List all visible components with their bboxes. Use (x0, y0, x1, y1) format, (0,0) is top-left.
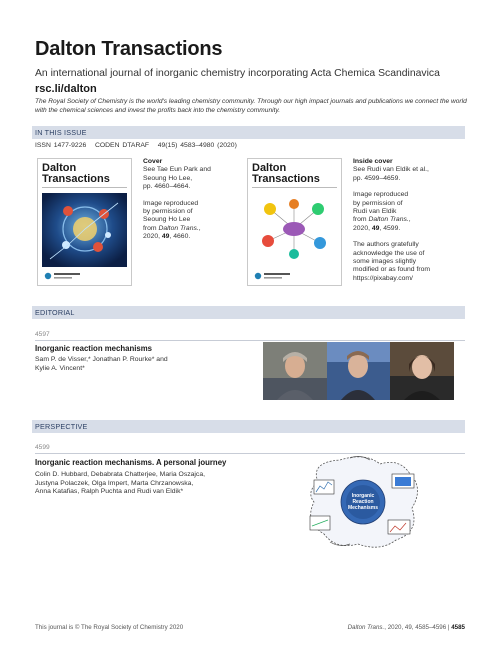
perspective-authors-line3: Anna Katafias, Ralph Puchta and Rudi van Eldik* (35, 488, 184, 496)
inside-cover-perm2: by permission of (353, 199, 403, 207)
cover-credit-line3: pp. 4660–4664. (143, 183, 191, 191)
cover-heading: Cover (143, 158, 163, 165)
cover-perm2: by permission of (143, 208, 193, 216)
inside-cover-ack5[interactable]: https://pixabay.com/ (353, 274, 413, 282)
inside-cover-caption (353, 158, 465, 283)
inside-cover-image[interactable] (247, 158, 342, 286)
inside-cover-credit-line1: See Rudi van Eldik et al., (353, 166, 429, 174)
inside-cover-perm4-pre: from (353, 216, 369, 224)
inside-cover-ack4: modified or as found from (353, 266, 431, 274)
coden: CODEN DTARAF (94, 142, 150, 149)
inside-cover-perm1: Image reproduced (353, 191, 409, 199)
footer-citation (348, 624, 465, 631)
footer-citation-rest: , 2020, 49, 4585–4596 (384, 624, 447, 631)
footer-journal: Dalton Trans. (347, 624, 385, 631)
editorial-authors-line2: Kylie A. Vincent* (35, 364, 85, 372)
inside-cover-perm5-pre: 2020, (353, 224, 372, 232)
cover-perm4-pre: from (143, 224, 159, 232)
journal-url[interactable]: rsc.li/dalton (35, 83, 97, 95)
front-cover-image[interactable] (37, 158, 132, 286)
cover-credit-line2: Seoung Ho Lee, (143, 174, 193, 182)
inside-cover-perm3: Rudi van Eldik (353, 208, 397, 216)
editorial-authors-line1: Sam P. de Visser,* Jonathan P. Rourke* and (35, 356, 168, 363)
inside-cover-perm4-journal: Dalton Trans. (368, 216, 409, 224)
editorial-page: 4597 (35, 331, 50, 338)
perspective-graphic-label (343, 493, 383, 511)
journal-title: Dalton Transactions (35, 38, 223, 60)
editorial-author-photos (263, 342, 454, 400)
editorial-rule (35, 340, 465, 341)
inside-cover-credit-line2: pp. 4599–4659. (353, 174, 401, 182)
inside-cover-ack1: The authors gratefully (353, 241, 419, 249)
perspective-authors-line2: Justyna Polaczek, Olga Impert, Marta Chrzanowska, (35, 479, 194, 487)
editorial-authors (35, 356, 255, 373)
cover-perm4-post: , (198, 224, 201, 232)
cover-credit-line1: See Tae Eun Park and (143, 166, 211, 174)
perspective-authors-line1: Colin D. Hubbard, Debabrata Chatterjee, Maria Oszajca, (35, 471, 206, 478)
cover-perm5-pre: 2020, (143, 233, 162, 241)
section-perspective: PERSPECTIVE (32, 420, 465, 433)
inside-cover-art (248, 159, 341, 285)
perspective-title[interactable]: Inorganic reaction mechanisms. A personal journey (35, 458, 227, 467)
inside-cover-ack3: some images slightly (353, 258, 417, 266)
inside-cover-perm5-post: , 4599. (379, 224, 401, 232)
inside-cover-perm4-post: , (408, 216, 411, 224)
perspective-graphic-label2: Reaction (352, 499, 374, 505)
inside-cover-ack2: acknowledge the use of (353, 249, 425, 257)
front-cover-mini-title-line1: Dalton (42, 162, 77, 174)
issn: ISSN 1477-9226 (35, 142, 87, 149)
inside-cover-mini-title-line2: Transactions (252, 172, 320, 185)
front-cover-mini-title-line2: Transactions (42, 172, 110, 185)
inside-cover-heading: Inside cover (353, 158, 393, 165)
perspective-page: 4599 (35, 444, 50, 451)
footer-page-number: 4585 (451, 624, 465, 631)
perspective-authors (35, 471, 265, 497)
section-in-this-issue: IN THIS ISSUE (32, 126, 465, 139)
footer-copyright: This journal is © The Royal Society of Chemistry 2020 (35, 624, 184, 631)
section-editorial: EDITORIAL (32, 306, 465, 319)
perspective-graphic-label1: Inorganic (351, 493, 375, 499)
cover-caption (143, 158, 233, 242)
perspective-graphic (300, 452, 430, 552)
footer-separator: | (446, 624, 452, 631)
cover-perm4-journal: Dalton Trans. (158, 224, 199, 232)
issn-line (35, 142, 237, 149)
perspective-graphic-label3: Mechanisms (347, 505, 378, 511)
front-cover-art (38, 159, 131, 285)
cover-perm5-post: , 4660. (169, 233, 191, 241)
editorial-title[interactable]: Inorganic reaction mechanisms (35, 344, 152, 353)
inside-cover-perm5-vol: 49 (371, 224, 380, 232)
cover-perm1: Image reproduced (143, 199, 199, 207)
inside-cover-mini-title-line1: Dalton (252, 162, 287, 174)
cover-perm3: Seoung Ho Lee (143, 216, 191, 224)
journal-subtitle: An international journal of inorganic chemistry incorporating Acta Chemica Scandinavica (35, 68, 440, 79)
cover-perm5-vol: 49 (161, 233, 170, 241)
rsc-intro: The Royal Society of Chemistry is the world's leading chemistry community. Through our high impact journals and publications we connect the world with the chemical sciences and invest the profits back into the chemistry community. (35, 98, 467, 114)
volume-pages: 49(15) 4583–4980 (2020) (157, 142, 237, 149)
